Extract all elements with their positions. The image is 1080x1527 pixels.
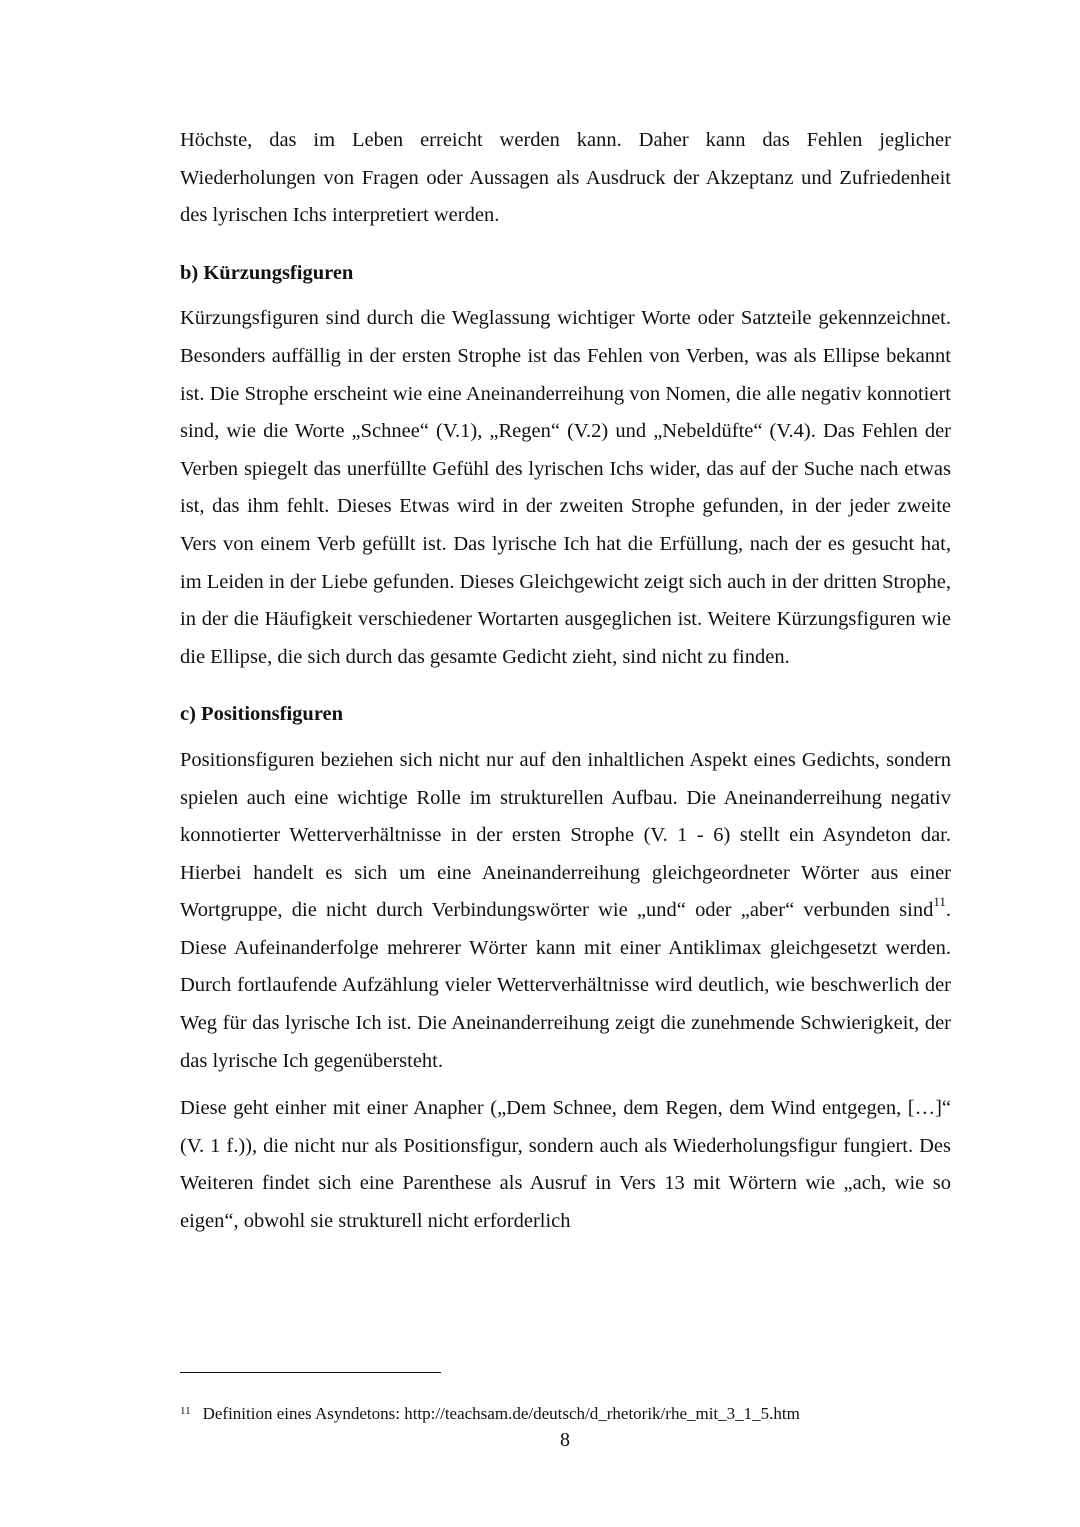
footnote-text: Definition eines Asyndetons: http://teachsam.de/deutsch/d_rhetorik/rhe_mit_3_1_5.htm <box>202 1404 800 1423</box>
footnote-reference[interactable]: 11 <box>933 894 946 910</box>
section-b-heading: b) Kürzungsfiguren <box>180 261 354 284</box>
section-c-paragraph-1-part-b: . Diese Aufeinanderfolge mehrerer Wörter kann mit einer Antiklimax gleichgesetzt werden. Durch fortlaufende Aufzählung vieler Wetterverhältnisse wird deutlich, wie beschwerlich der Weg für das lyrische Ich ist. Die Aneinanderreihung zeigt die zunehmende Schwierigkeit, der das lyrische Ich gegenübersteht. <box>180 899 951 1072</box>
section-c-heading: c) Positionsfiguren <box>180 703 344 726</box>
section-c-paragraph-1-part-a: Positionsfiguren beziehen sich nicht nur auf den inhaltlichen Aspekt eines Gedichts, sondern spielen auch eine wichtige Rolle im strukturellen Aufbau. Die Aneinanderreihung negativ konnotierter Wetterverhältnisse in der ersten Strophe (V. 1 - 6) stellt ein Asyndeton dar. Hierbei handelt es sich um eine Aneinanderreihung gleichgeordneter Wörter aus einer Wortgruppe, die nicht durch Verbindungswörter wie „und“ oder „aber“ verbunden sind <box>180 748 951 922</box>
page-body <box>180 122 951 1241</box>
page-number: 8 <box>560 1429 570 1451</box>
section-c-paragraph-1 <box>180 742 951 1080</box>
section-c-paragraph-2: Diese geht einher mit einer Anapher („Dem Schnee, dem Regen, dem Wind entgegen, […]“ (V. 1 f.)), die nicht nur als Positionsfigur, sondern auch als Wiederholungsfigur fungiert. Des Weiteren findet sich eine Parenthese als Ausruf in Vers 13 mit Wörtern wie „ach, wie so eigen“, obwohl sie strukturell nicht erforderlich <box>180 1097 951 1233</box>
footnote-number: 11 <box>180 1405 191 1417</box>
intro-paragraph: Höchste, das im Leben erreicht werden kann. Daher kann das Fehlen jeglicher Wiederholungen von Fragen oder Aussagen als Ausdruck der Akzeptanz und Zufriedenheit des lyrischen Ichs interpretiert werden. <box>180 129 951 227</box>
section-b-paragraph: Kürzungsfiguren sind durch die Weglassung wichtiger Worte oder Satzteile gekennzeichnet. Besonders auffällig in der ersten Strophe ist das Fehlen von Verben, was als Ellipse bekannt ist. Die Strophe erscheint wie eine Aneinanderreihung von Nomen, die alle negativ konnotiert sind, wie die Worte „Schnee“ (V.1), „Regen“ (V.2) und „Nebeldüfte“ (V.4). Das Fehlen der Verben spiegelt das unerfüllte Gefühl des lyrischen Ichs wider, das auf der Suche nach etwas ist, das ihm fehlt. Dieses Etwas wird in der zweiten Strophe gefunden, in der jeder zweite Vers von einem Verb gefüllt ist. Das lyrische Ich hat die Erfüllung, nach der es gesucht hat, im Leiden in der Liebe gefunden. Dieses Gleichgewicht zeigt sich auch in der dritten Strophe, in der die Häufigkeit verschiedener Wortarten ausgeglichen ist. Weitere Kürzungsfiguren wie die Ellipse, die sich durch das gesamte Gedicht zieht, sind nicht zu finden. <box>180 307 951 668</box>
footnote-divider <box>180 1372 441 1373</box>
footnote <box>180 1403 951 1425</box>
